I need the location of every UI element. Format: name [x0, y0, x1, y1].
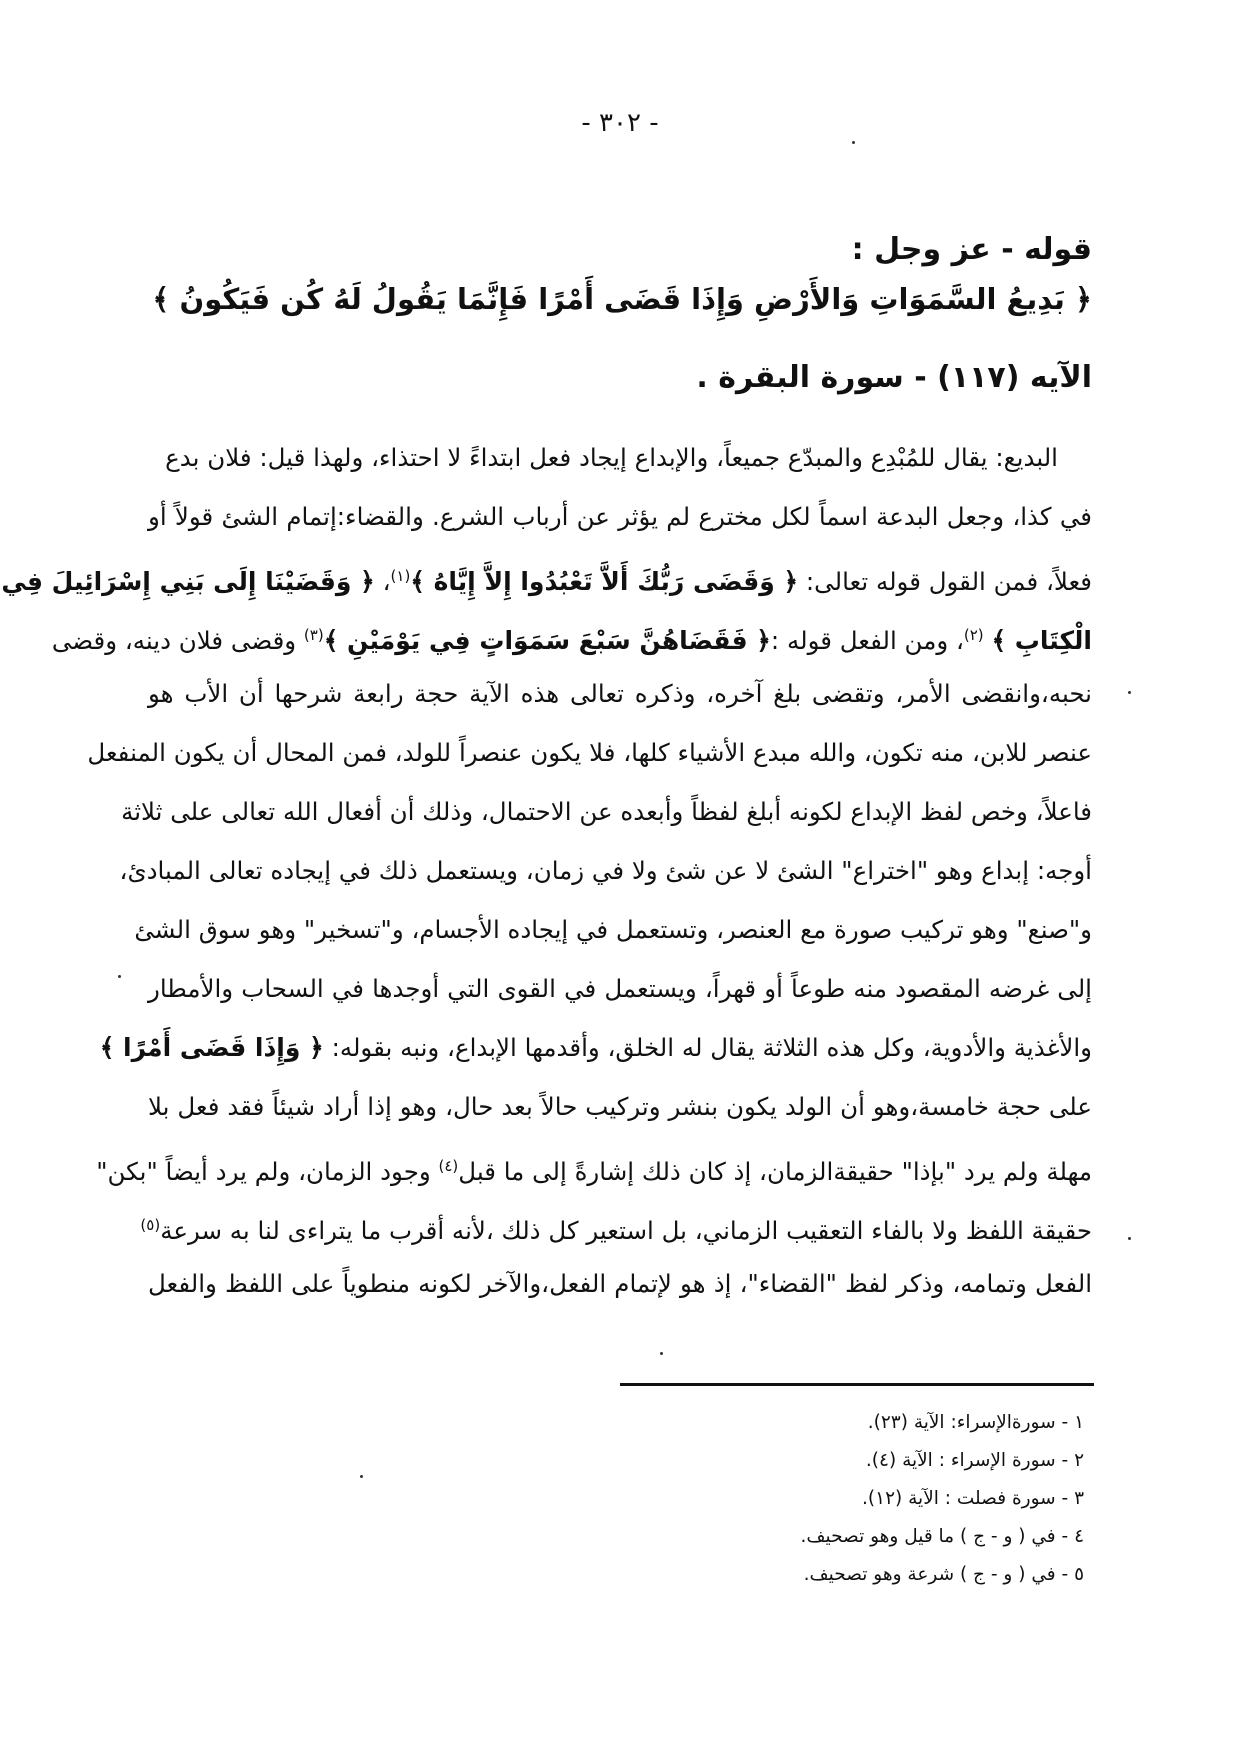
body-line — [96, 1146, 1092, 1187]
footnote-marker: (١) — [390, 567, 411, 585]
text-run: و"صنع" وهو تركيب صورة مع العنصر، وتستعمل في إيجاده الأجسام، و"تسخير" وهو سوق الشئ — [134, 915, 1092, 944]
footnote-marker: (٣) — [303, 626, 324, 644]
text-run: حقيقة اللفظ ولا بالفاء التعقيب الزماني، بل استعير كل ذلك ،لأنه أقرب ما يتراءى لنا به سرعة — [160, 1216, 1092, 1246]
footnote-marker: (٢) — [963, 626, 984, 644]
body-line — [121, 792, 1092, 832]
body-line — [148, 969, 1092, 1009]
body-line — [148, 1087, 1092, 1127]
footnote-item: ٤ - في ( و - ج ) ما قيل وهو تصحيف. — [800, 1526, 1084, 1547]
text-run: في كذا، وجعل البدعة اسماً لكل مخترع لم يؤثر عن أرباب الشرع. والقضاء:إتمام الشئ قولاً أو — [148, 502, 1092, 531]
body-line — [148, 1264, 1092, 1304]
text-run: الفعل وتمامه، وذكر لفظ "القضاء"، إذ هو لإتمام الفعل،والآخر لكونه منطوياً على اللفظ والفعل — [148, 1269, 1092, 1298]
body-line — [1, 556, 1092, 597]
text-run: وقضى فلان دينه، وقضى — [51, 626, 304, 656]
body-line — [134, 910, 1092, 950]
quran-verse: ﴿ بَدِيعُ السَّمَوَاتِ وَالأَرْضِ وَإِذَا قَضَى أَمْرًا فَإِنَّمَا يَقُولُ لَهُ كُن فَيَكُونُ ﴾ — [152, 282, 1092, 316]
text-run: عنصر للابن، منه تكون، والله مبدع الأشياء كلها، فلا يكون عنصراً للولد، فمن المحال أن يكون المنفعل — [87, 738, 1092, 767]
text-run: مهلة ولم يرد "بإذا" حقيقةالزمان، إذ كان ذلك إشارةً إلى ما قبل — [458, 1157, 1092, 1187]
text-run: فاعلاً، وخص لفظ الإبداع لكونه أبلغ لفظاً وأبعده عن الاحتمال، وذلك أن أفعال الله تعالى على ثلاثة — [121, 797, 1092, 826]
text-run: فعلاً، فمن القول قوله تعالى: — [798, 567, 1092, 597]
quran-quote: ﴿ وَقَضَى رَبُّكَ أَلاَّ تَعْبُدُوا إِلاَّ إِيَّاهُ ﴾ — [410, 567, 799, 597]
text-run: على حجة خامسة،وهو أن الولد يكون بنشر وتركيب حالاً بعد حال، وهو إذا أراد شيئاً فقد فعل بلا — [148, 1092, 1092, 1121]
footnote-marker: (٤) — [438, 1157, 459, 1175]
text-run: والأغذية والأدوية، وكل هذه الثلاثة يقال له الخلق، وأقدمها الإبداع، ونبه بقوله: — [323, 1033, 1092, 1062]
text-run: وجود الزمان، ولم يرد أيضاً "بكن" — [96, 1157, 439, 1187]
footnote-marker: (٥) — [140, 1216, 161, 1234]
body-line — [148, 497, 1092, 537]
text-run: ، ومن الفعل قوله : — [770, 626, 964, 656]
text-run: ، — [374, 567, 391, 597]
body-line — [148, 438, 1092, 478]
page-number: - ٣٠٢ - — [581, 108, 659, 138]
body-line — [99, 1028, 1092, 1068]
quran-quote: ﴿ فَقَضَاهُنَّ سَبْعَ سَمَوَاتٍ فِي يَوْمَيْنِ ﴾ — [323, 626, 771, 656]
scan-speck — [118, 975, 121, 978]
text-run: البديع: يقال للمُبْدِع والمبدّع جميعاً، والإبداع إيجاد فعل ابتداءً لا احتذاء، ولهذا قيل: فلان بدع — [165, 443, 1058, 472]
text-run: إلى غرضه المقصود منه طوعاً أو قهراً، ويستعمل في القوى التي أوجدها في السحاب والأمطار — [148, 974, 1092, 1003]
scan-speck — [1128, 1237, 1131, 1240]
body-line — [87, 733, 1092, 773]
scan-speck — [852, 141, 855, 144]
scan-speck — [1128, 691, 1131, 694]
body-line — [148, 674, 1092, 714]
text-run: نحبه،وانقضى الأمر، وتقضى بلغ آخره، وذكره تعالى هذه الآية حجة رابعة شرحها أن الأب هو — [148, 679, 1092, 708]
quran-quote: الْكِتَابِ ﴾ — [991, 626, 1092, 656]
footnote-item: ٢ - سورة الإسراء : الآية (٤). — [865, 1450, 1084, 1471]
scan-speck — [360, 1475, 363, 1478]
section-heading: قوله - عز وجل : — [851, 232, 1092, 267]
footnote-item: ٥ - في ( و - ج ) شرعة وهو تصحيف. — [803, 1564, 1084, 1585]
body-line — [51, 615, 1092, 656]
footnote-item: ٣ - سورة فصلت : الآية (١٢). — [862, 1488, 1084, 1509]
quran-quote: ﴿ وَقَضَيْنَا إِلَى بَنِي إِسْرَائِيلَ فِي — [1, 567, 375, 597]
quran-quote: ﴿ وَإِذَا قَضَى أَمْرًا ﴾ — [99, 1033, 324, 1062]
body-line — [119, 851, 1092, 891]
footnote-item: ١ - سورةالإسراء: الآية (٢٣). — [867, 1412, 1084, 1433]
scan-speck — [660, 1352, 663, 1355]
footnote-divider — [620, 1383, 1094, 1386]
text-run: أوجه: إبداع وهو "اختراع" الشئ لا عن شئ ولا في زمان، ويستعمل ذلك في إيجاده تعالى المبادئ، — [119, 856, 1092, 885]
verse-reference: الآيه (١١٧) - سورة البقرة . — [696, 360, 1092, 395]
body-line — [140, 1205, 1092, 1246]
